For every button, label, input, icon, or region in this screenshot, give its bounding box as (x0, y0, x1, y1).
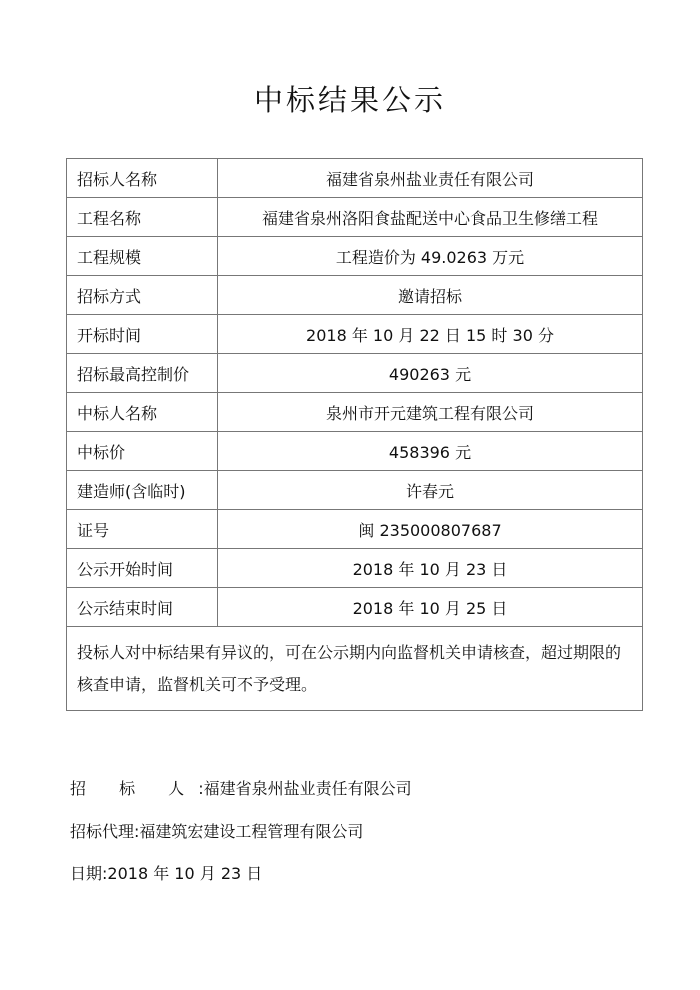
table-row (67, 588, 643, 627)
row-value: 邀请招标 (218, 276, 643, 315)
table-row (67, 354, 643, 393)
row-label: 开标时间 (67, 315, 218, 354)
colon: : (102, 864, 108, 883)
date-value: 2018 年 10 月 23 日 (107, 864, 263, 883)
agent-value: 福建筑宏建设工程管理有限公司 (139, 822, 364, 841)
row-value: 泉州市开元建筑工程有限公司 (218, 393, 643, 432)
table-row (67, 510, 643, 549)
row-label: 招标人名称 (67, 159, 218, 198)
row-label: 证号 (67, 510, 218, 549)
row-label: 招标最高控制价 (67, 354, 218, 393)
row-label: 公示结束时间 (67, 588, 218, 627)
row-value: 458396 元 (218, 432, 643, 471)
row-label: 工程名称 (67, 198, 218, 237)
colon: : (134, 822, 140, 841)
table-row (67, 393, 643, 432)
colon: : (198, 779, 204, 798)
agent-label: 招标代理 (70, 822, 135, 841)
result-table (66, 158, 643, 711)
row-value: 闽 235000807687 (218, 510, 643, 549)
row-label: 公示开始时间 (67, 549, 218, 588)
footer-tenderer (70, 776, 412, 799)
row-value: 2018 年 10 月 22 日 15 时 30 分 (218, 315, 643, 354)
row-label: 中标价 (67, 432, 218, 471)
row-value: 福建省泉州盐业责任有限公司 (218, 159, 643, 198)
table-row (67, 471, 643, 510)
tenderer-label: 招 标 人 (70, 779, 199, 798)
table-row (67, 276, 643, 315)
table-row (67, 432, 643, 471)
row-label: 中标人名称 (67, 393, 218, 432)
page-title: 中标结果公示 (253, 83, 446, 117)
row-label: 工程规模 (67, 237, 218, 276)
row-label: 建造师(含临时) (67, 471, 218, 510)
row-value: 福建省泉州洛阳食盐配送中心食品卫生修缮工程 (218, 198, 643, 237)
footer-agent (70, 819, 363, 842)
table-row (67, 549, 643, 588)
tenderer-value: 福建省泉州盐业责任有限公司 (203, 779, 412, 798)
table-row (67, 237, 643, 276)
footer-date (70, 861, 262, 884)
objection-notice: 投标人对中标结果有异议的，可在公示期内向监督机关申请核查，超过期限的核查申请，监督机关可不予受理。 (67, 627, 643, 711)
row-value: 工程造价为 49.0263 万元 (218, 237, 643, 276)
notice-row (67, 627, 643, 711)
table-row (67, 198, 643, 237)
table-row (67, 159, 643, 198)
row-label: 招标方式 (67, 276, 218, 315)
row-value: 2018 年 10 月 23 日 (218, 549, 643, 588)
row-value: 490263 元 (218, 354, 643, 393)
table-row (67, 315, 643, 354)
row-value: 2018 年 10 月 25 日 (218, 588, 643, 627)
row-value: 许春元 (218, 471, 643, 510)
date-label: 日期 (70, 864, 103, 883)
